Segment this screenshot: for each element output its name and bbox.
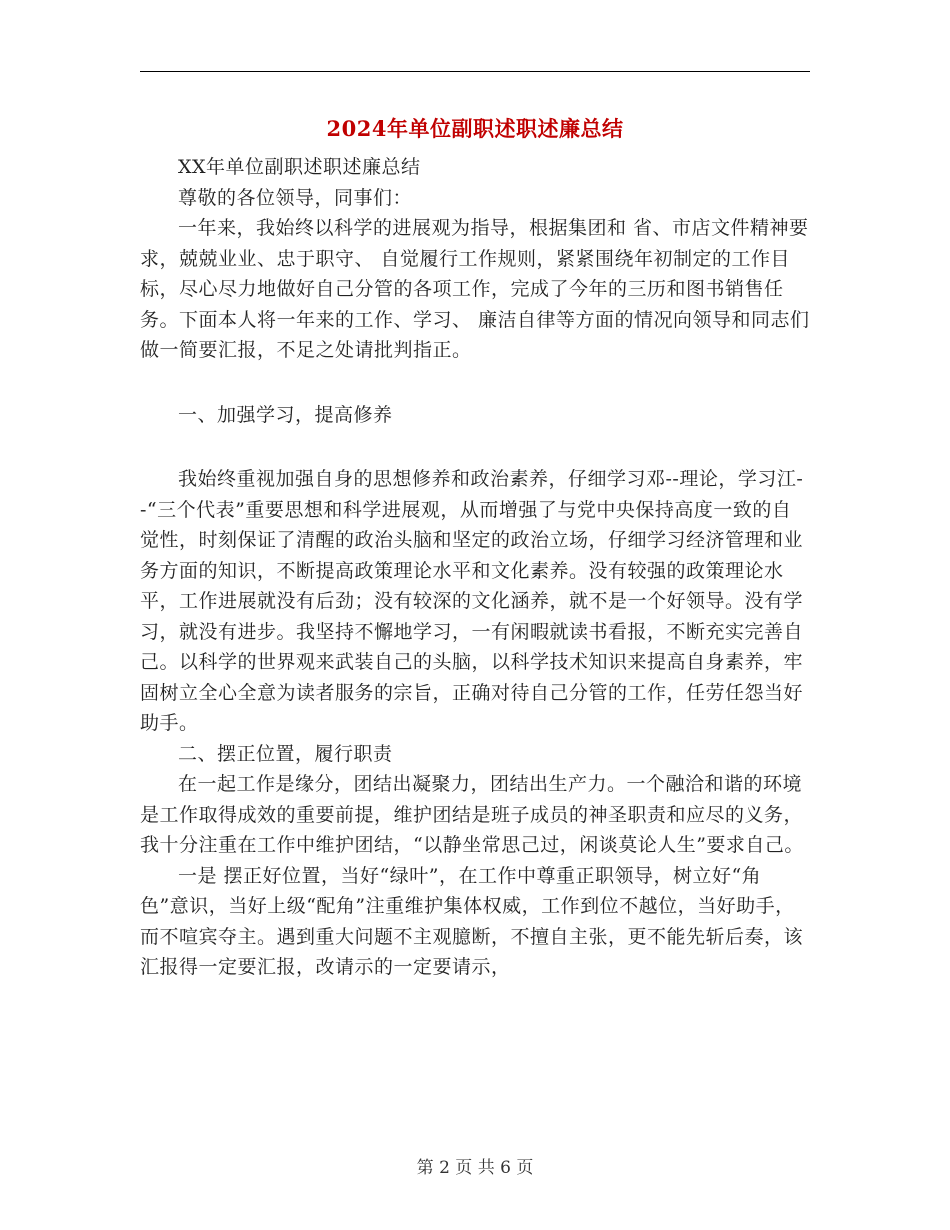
header-rule [140,71,810,72]
section-heading-2: 二、摆正位置，履行职责 [178,742,393,765]
section-heading-1: 一、加强学习，提高修养 [178,403,393,426]
salutation-paragraph: 尊敬的各位领导，同事们： [178,186,413,209]
unity-paragraph: 在一起工作是缘分，团结出凝聚力，团结出生产力。一个融洽和谐的环境是工作取得成效的重要前提，维护团结是班子成员的神圣职责和应尽的义务，我十分注重在工作中维护团结，“以静坐常思己过，闲谈莫论人生”要求自己。 [140,773,804,856]
intro-paragraph: 一年来，我始终以科学的进展观为指导，根据集团和 省、市店文件精神要求，兢兢业业、忠于职守、 自觉履行工作规则，紧紧围绕年初制定的工作目标，尽心尽力地做好自己分管的各项工作，完成了今年的三历和图书销售任务。下面本人将一年来的工作、学习、 廉洁自律等方面的情况向领导和同志们做一简要汇报，不足之处请批判指正。 [140,217,810,361]
page-footer: 第 2 页 共 6 页 [416,1158,534,1178]
subtitle-paragraph: XX年单位副职述职述廉总结 [178,156,421,178]
study-paragraph: 我始终重视加强自身的思想修养和政治素养，仔细学习邓--理论，学习江--“三个代表”重要思想和科学进展观，从而增强了与党中央保持高度一致的自觉性，时刻保证了清醒的政治头脑和坚定的政治立场，仔细学习经济管理和业务方面的知识，不断提高政策理论水平和文化素养。没有较强的政策理论水平，工作进展就没有后劲；没有较深的文化涵养，就不是一个好领导。没有学习，就没有进步。我坚持不懈地学习，一有闲暇就读书看报，不断充实完善自己。以科学的世界观来武装自己的头脑，以科学技术知识来提高自身素养，牢固树立全心全意为读者服务的宗旨，正确对待自己分管的工作，任劳任怨当好助手。 [140,468,804,734]
document-title: 2024年单位副职述职述廉总结 [326,116,624,141]
document-body [140,152,810,983]
position-paragraph: 一是 摆正好位置，当好“绿叶”，在工作中尊重正职领导，树立好“角色”意识，当好上级“配角”注重维护集体权威，工作到位不越位，当好助手，而不喧宾夺主。遇到重大问题不主观臆断，不擅自主张，更不能先斩后奏，该汇报得一定要汇报，改请示的一定要请示， [140,864,804,978]
